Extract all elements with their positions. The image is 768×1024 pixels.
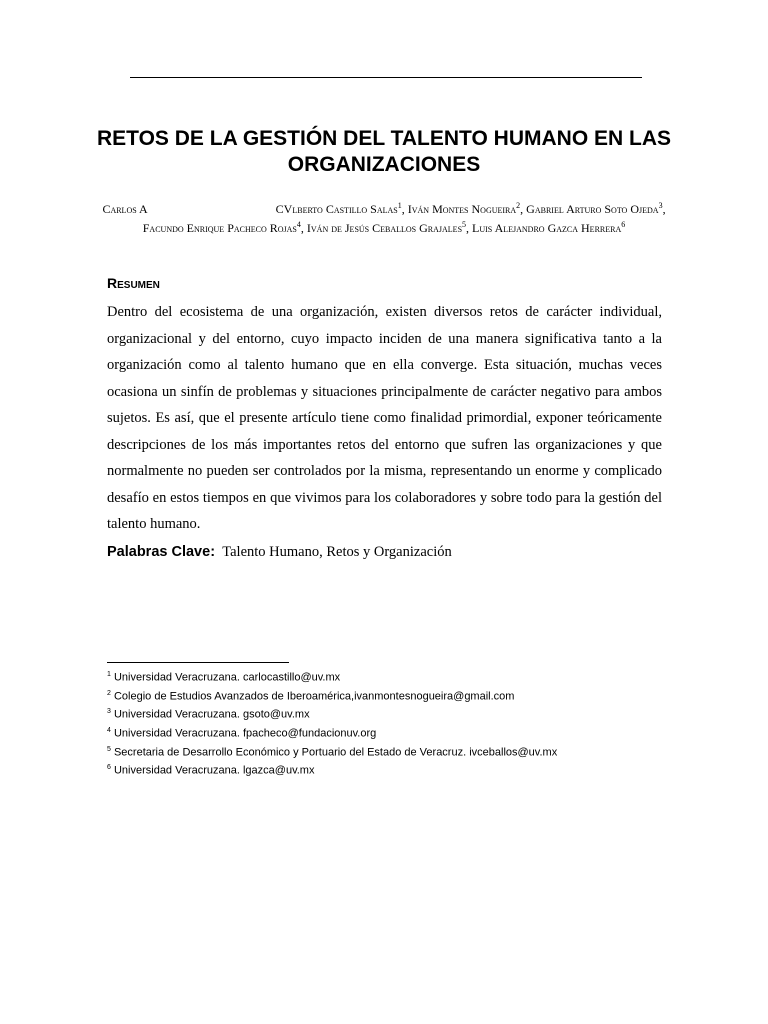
footnote-mark: 4 <box>107 726 111 734</box>
footnote-mark: 5 <box>107 745 111 753</box>
footnote-6 <box>107 760 667 779</box>
keywords-line: Palabras Clave: Talento Humano, Retos y Organización <box>107 544 452 560</box>
author-1-first-name: Carlos A <box>102 202 148 216</box>
author-4-footnote-mark: 4 <box>296 220 301 229</box>
footnote-mark: 1 <box>107 671 111 678</box>
keywords-label: Palabras Clave <box>107 544 211 560</box>
author-2-footnote-mark: 2 <box>516 201 521 210</box>
footnote-text: Secretaria de Desarrollo Económico y Portuario del Estado de Veracruz. ivceballos@uv.mx <box>113 746 558 759</box>
abstract-text: Dentro del ecosistema de una organización, existen diversos retos de carácter individual, organizacional y del entorno, cuyo impacto inciden de una manera significativa tanto a la organización como al talento humano que en ella converge. Esta situación, muchas veces ocasiona un sinfín de problemas y situaciones principalmente de carácter negativo para ambos sujetos. Es así, que el presente artículo tiene como finalidad primordial, exponer teóricamente descripciones de los más importantes retos del entorno que sufren las organizaciones y que normalmente no pueden ser controlados por la misma, representando un enorme y complicado desafío en estos tiempos en que vivimos para los colaboradores y sobre todo para la gestión del talento humano. <box>107 304 662 532</box>
footnote-2 <box>107 686 667 705</box>
author-3-footnote-mark: 3 <box>658 201 663 210</box>
header-rule <box>130 77 642 78</box>
footnote-mark: 6 <box>107 764 111 772</box>
footnote-text: Universidad Veracruzana. lgazca@uv.mx <box>113 764 315 777</box>
author-1-footnote-mark: 1 <box>397 201 402 210</box>
paper-title: RETOS DE LA GESTIÓN DEL TALENTO HUMANO EN LAS ORGANIZACIONES <box>96 127 672 176</box>
footnote-mark: 3 <box>107 708 111 716</box>
author-2: Iván Montes Nogueira <box>407 202 517 216</box>
author-5: Iván de Jesús Ceballos Grajales <box>306 221 463 235</box>
author-6: Luis Alejandro Gazca Herrera <box>472 221 622 235</box>
author-list: Carlos A CVlberto Castillo Salas$^1$, Iván Montes Nogueira$^2$, Gabriel Arturo Soto Ojeda$^3$, Facundo Enrique Pacheco Rojas$^4$, Iván de Jesús Ceballos Grajales$^5$, Luis Alejandro Gazca Herrera$^6$ <box>102 201 666 235</box>
author-6-footnote-mark: 6 <box>621 220 626 229</box>
footnote-5 <box>107 742 667 761</box>
author-3: Gabriel Arturo Soto Ojeda <box>526 202 659 216</box>
footnotes <box>107 667 667 779</box>
keywords-text: Talento Humano, Retos y Organización <box>222 544 452 560</box>
footnote-text: Universidad Veracruzana. fpacheco@fundacionuv.org <box>113 727 377 740</box>
author-1-last-name: CVlberto Castillo Salas <box>275 202 398 216</box>
footnote-text: Universidad Veracruzana. gsoto@uv.mx <box>113 708 310 721</box>
footnote-3 <box>107 704 667 723</box>
author-4: Facundo Enrique Pacheco Rojas <box>142 221 297 235</box>
footnote-text: Universidad Veracruzana. carlocastillo@uv.mx <box>113 671 341 684</box>
footnote-text: Colegio de Estudios Avanzados de Iberoamérica,ivanmontesnogueira@gmail.com <box>113 690 515 703</box>
abstract-heading: Resumen <box>107 275 160 291</box>
author-5-footnote-mark: 5 <box>462 220 467 229</box>
footnote-1 <box>107 667 667 686</box>
footnote-mark: 2 <box>107 689 111 697</box>
footnote-4 <box>107 723 667 742</box>
footnote-rule <box>107 662 289 663</box>
